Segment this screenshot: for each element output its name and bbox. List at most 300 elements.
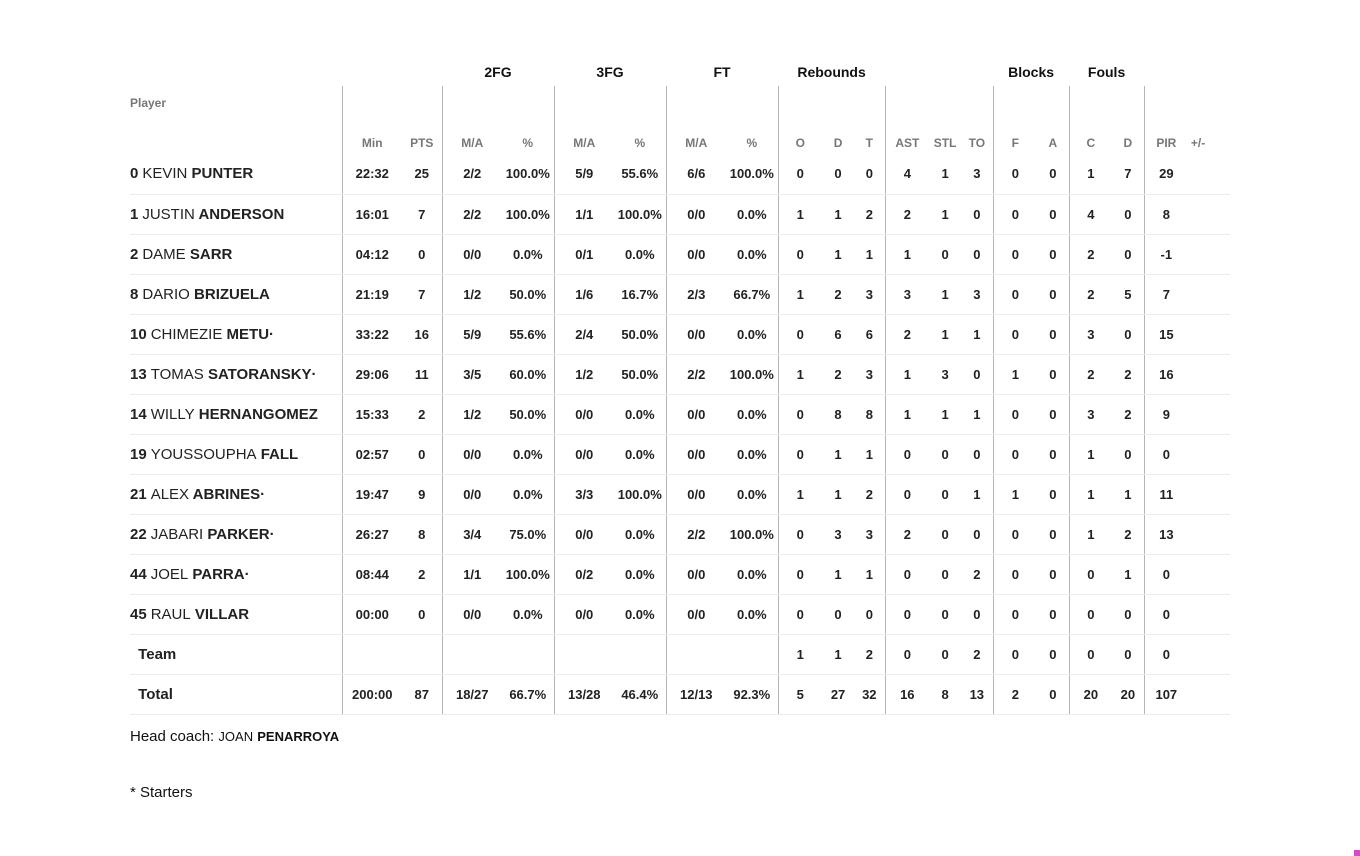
stat-pm <box>1188 594 1208 634</box>
stat-o: 1 <box>778 274 822 314</box>
stat-ba: 0 <box>1037 594 1069 634</box>
col-ast: AST <box>885 86 929 154</box>
stat-fg3-pct: 0.0% <box>614 594 666 634</box>
stat-to: 3 <box>961 154 993 194</box>
stat-fd: 1 <box>1112 554 1144 594</box>
player-cell <box>130 594 342 634</box>
player-first-name: TOMAS <box>150 365 204 383</box>
corner-mark <box>1354 850 1360 856</box>
stat-ft-ma: 0/0 <box>666 554 726 594</box>
stat-fd: 1 <box>1112 474 1144 514</box>
stat-ast: 0 <box>885 474 929 514</box>
stat-ft-ma: 0/0 <box>666 434 726 474</box>
stat-fg3-ma: 0/0 <box>554 434 614 474</box>
head-coach-first-name: JOAN <box>218 729 254 744</box>
player-last-name: SATORANSKY· <box>207 365 317 383</box>
stat-fg2-pct: 0.0% <box>502 434 554 474</box>
stat-d: 1 <box>822 434 854 474</box>
stat-fd: 0 <box>1112 434 1144 474</box>
player-number: 22 <box>130 525 147 543</box>
player-cell <box>130 234 342 274</box>
stat-ba: 0 <box>1037 474 1069 514</box>
player-first-name: DARIO <box>142 285 190 303</box>
stat-to: 1 <box>961 314 993 354</box>
player-number: 13 <box>130 365 147 383</box>
stat-fg3-ma: 13/28 <box>554 674 614 714</box>
player-first-name: DAME <box>142 245 186 263</box>
stat-fc: 1 <box>1069 154 1112 194</box>
player-number: 8 <box>130 285 139 303</box>
player-first-name: JOEL <box>150 565 189 583</box>
stat-t: 1 <box>854 434 885 474</box>
stat-fc: 2 <box>1069 354 1112 394</box>
row-spacer <box>1208 314 1230 354</box>
stat-ast: 2 <box>885 194 929 234</box>
stat-fd: 0 <box>1112 194 1144 234</box>
stat-fc: 3 <box>1069 394 1112 434</box>
stat-fg3-ma: 0/1 <box>554 234 614 274</box>
stat-fg2-ma: 3/5 <box>442 354 502 394</box>
stat-d: 1 <box>822 194 854 234</box>
boxscore <box>130 58 1230 715</box>
stat-stl: 0 <box>929 594 961 634</box>
player-last-name: PUNTER <box>191 165 254 183</box>
stat-to: 3 <box>961 274 993 314</box>
player-last-name: Total <box>138 685 173 703</box>
player-last-name: PARRA· <box>192 565 250 583</box>
stat-min: 19:47 <box>342 474 402 514</box>
stat-bf: 0 <box>993 634 1037 674</box>
table-row <box>130 674 1230 714</box>
player-last-name: HERNANGOMEZ <box>198 405 318 423</box>
stat-fg3-ma: 1/1 <box>554 194 614 234</box>
stat-ba: 0 <box>1037 234 1069 274</box>
stat-fc: 2 <box>1069 274 1112 314</box>
stat-ft-pct: 0.0% <box>726 594 778 634</box>
table-row <box>130 594 1230 634</box>
player-cell <box>130 434 342 474</box>
stat-min: 08:44 <box>342 554 402 594</box>
player-rows <box>130 154 1230 714</box>
player-last-name: PARKER· <box>207 525 275 543</box>
player-number: 45 <box>130 605 147 623</box>
table-row <box>130 154 1230 194</box>
col-reb-o: O <box>778 86 822 154</box>
col-2fg-ma: M/A <box>442 86 502 154</box>
stat-pts: 7 <box>402 194 442 234</box>
stat-ast: 3 <box>885 274 929 314</box>
stat-fg3-pct: 16.7% <box>614 274 666 314</box>
stat-d: 2 <box>822 354 854 394</box>
stat-o: 0 <box>778 314 822 354</box>
stat-fg2-pct: 60.0% <box>502 354 554 394</box>
player-cell <box>130 554 342 594</box>
col-2fg-pct: % <box>522 136 534 150</box>
table-row <box>130 474 1230 514</box>
stat-ast: 1 <box>885 394 929 434</box>
player-first-name: JUSTIN <box>142 205 195 223</box>
stat-fg3-ma: 1/2 <box>554 354 614 394</box>
col-player: Player <box>130 96 167 110</box>
stat-d: 6 <box>822 314 854 354</box>
stat-bf: 2 <box>993 674 1037 714</box>
stat-ft-ma: 0/0 <box>666 594 726 634</box>
stat-pts: 8 <box>402 514 442 554</box>
stat-ba: 0 <box>1037 634 1069 674</box>
player-last-name: BRIZUELA <box>194 285 270 303</box>
stat-fc: 4 <box>1069 194 1112 234</box>
stat-d: 1 <box>822 234 854 274</box>
stat-fg2-pct <box>502 634 554 674</box>
stat-fg3-pct: 100.0% <box>614 474 666 514</box>
stat-t: 2 <box>854 194 885 234</box>
stat-min: 04:12 <box>342 234 402 274</box>
col-3fg-ma: M/A <box>554 86 614 154</box>
stat-ft-ma: 2/3 <box>666 274 726 314</box>
column-header-row <box>130 86 1230 154</box>
stat-min: 00:00 <box>342 594 402 634</box>
stat-fd: 0 <box>1112 314 1144 354</box>
stat-stl: 0 <box>929 514 961 554</box>
stat-ba: 0 <box>1037 154 1069 194</box>
stat-stl: 0 <box>929 234 961 274</box>
stat-fg3-pct: 0.0% <box>614 234 666 274</box>
col-min: Min <box>342 86 402 154</box>
stat-fc: 3 <box>1069 314 1112 354</box>
stat-fg2-ma: 5/9 <box>442 314 502 354</box>
stat-pts: 7 <box>402 274 442 314</box>
stat-pm <box>1188 474 1208 514</box>
row-spacer <box>1208 594 1230 634</box>
head-coach <box>130 728 339 745</box>
stat-bf: 0 <box>993 514 1037 554</box>
stat-ast: 0 <box>885 594 929 634</box>
stat-pm <box>1188 194 1208 234</box>
stat-t: 3 <box>854 274 885 314</box>
stat-ft-pct: 100.0% <box>726 154 778 194</box>
stat-pir: 8 <box>1144 194 1188 234</box>
stat-ft-pct: 66.7% <box>726 274 778 314</box>
stat-pir: 15 <box>1144 314 1188 354</box>
stat-ft-pct <box>726 634 778 674</box>
stat-pm <box>1188 234 1208 274</box>
stat-d: 2 <box>822 274 854 314</box>
player-cell <box>130 274 342 314</box>
stat-fg3-pct <box>614 634 666 674</box>
player-last-name: VILLAR <box>194 605 250 623</box>
player-last-name: Team <box>138 645 177 663</box>
stat-pm <box>1188 394 1208 434</box>
stat-pir: 0 <box>1144 554 1188 594</box>
stat-bf: 0 <box>993 154 1037 194</box>
stat-fc: 1 <box>1069 474 1112 514</box>
player-first-name: ALEX <box>150 485 190 503</box>
stat-stl: 8 <box>929 674 961 714</box>
stat-fc: 1 <box>1069 514 1112 554</box>
stat-to: 0 <box>961 354 993 394</box>
stat-d: 1 <box>822 554 854 594</box>
stat-stl: 0 <box>929 474 961 514</box>
stat-fg2-ma: 0/0 <box>442 474 502 514</box>
stat-d: 0 <box>822 154 854 194</box>
table-row <box>130 314 1230 354</box>
player-last-name: METU· <box>226 325 275 343</box>
stat-ft-pct: 0.0% <box>726 434 778 474</box>
row-spacer <box>1208 194 1230 234</box>
row-spacer <box>1208 434 1230 474</box>
stat-d: 0 <box>822 594 854 634</box>
stat-ft-ma: 0/0 <box>666 194 726 234</box>
table-row <box>130 514 1230 554</box>
stat-fc: 0 <box>1069 634 1112 674</box>
stat-ast: 0 <box>885 434 929 474</box>
stat-pm <box>1188 554 1208 594</box>
row-spacer <box>1208 234 1230 274</box>
stat-o: 0 <box>778 594 822 634</box>
stat-fd: 0 <box>1112 594 1144 634</box>
stat-o: 0 <box>778 154 822 194</box>
stat-o: 1 <box>778 354 822 394</box>
player-cell <box>130 474 342 514</box>
stat-pm <box>1188 154 1208 194</box>
stat-min <box>342 634 402 674</box>
stat-min: 33:22 <box>342 314 402 354</box>
stat-ast: 4 <box>885 154 929 194</box>
stat-fd: 0 <box>1112 234 1144 274</box>
stat-to: 0 <box>961 594 993 634</box>
col-blk-f: F <box>993 86 1037 154</box>
player-first-name: RAUL <box>150 605 191 623</box>
stat-pir: 11 <box>1144 474 1188 514</box>
stat-ft-pct: 0.0% <box>726 474 778 514</box>
stat-fg3-ma: 1/6 <box>554 274 614 314</box>
stat-t: 8 <box>854 394 885 434</box>
stat-fg3-pct: 0.0% <box>614 434 666 474</box>
stat-ft-ma <box>666 634 726 674</box>
stat-bf: 0 <box>993 274 1037 314</box>
col-foul-d: D <box>1123 136 1133 150</box>
stat-fg2-ma: 3/4 <box>442 514 502 554</box>
stat-pir: 29 <box>1144 154 1188 194</box>
starters-note: * Starters <box>130 784 193 801</box>
stat-fg2-pct: 100.0% <box>502 194 554 234</box>
stat-ft-pct: 0.0% <box>726 194 778 234</box>
stat-to: 13 <box>961 674 993 714</box>
stat-ft-ma: 2/2 <box>666 514 726 554</box>
stat-d: 3 <box>822 514 854 554</box>
player-number: 44 <box>130 565 147 583</box>
stat-o: 5 <box>778 674 822 714</box>
stat-o: 1 <box>778 634 822 674</box>
stat-pir: -1 <box>1144 234 1188 274</box>
stat-o: 0 <box>778 394 822 434</box>
stat-fg3-pct: 50.0% <box>614 314 666 354</box>
stat-min: 29:06 <box>342 354 402 394</box>
row-spacer <box>1208 154 1230 194</box>
stat-d: 1 <box>822 474 854 514</box>
stat-to: 1 <box>961 394 993 434</box>
player-number: 1 <box>130 205 139 223</box>
stat-pm <box>1188 314 1208 354</box>
stat-ft-ma: 12/13 <box>666 674 726 714</box>
stat-fg2-pct: 0.0% <box>502 234 554 274</box>
stat-pts: 87 <box>402 674 442 714</box>
player-last-name: ABRINES· <box>192 485 266 503</box>
stat-ba: 0 <box>1037 674 1069 714</box>
player-number: 0 <box>130 165 139 183</box>
stat-ast: 2 <box>885 514 929 554</box>
player-number: 10 <box>130 325 147 343</box>
col-reb-d: D <box>833 136 843 150</box>
stat-fg3-pct: 100.0% <box>614 194 666 234</box>
stat-stl: 1 <box>929 274 961 314</box>
stat-pts: 0 <box>402 594 442 634</box>
row-spacer <box>1208 394 1230 434</box>
col-blk-a: A <box>1048 136 1058 150</box>
stat-bf: 0 <box>993 594 1037 634</box>
stat-pir: 107 <box>1144 674 1188 714</box>
stat-fg2-ma: 1/1 <box>442 554 502 594</box>
stat-fc: 20 <box>1069 674 1112 714</box>
stat-ba: 0 <box>1037 314 1069 354</box>
row-spacer <box>1208 554 1230 594</box>
stat-min: 15:33 <box>342 394 402 434</box>
stat-o: 0 <box>778 554 822 594</box>
stat-t: 3 <box>854 354 885 394</box>
player-first-name: CHIMEZIE <box>150 325 223 343</box>
stat-d: 27 <box>822 674 854 714</box>
stat-ast: 0 <box>885 634 929 674</box>
col-ft-ma: M/A <box>666 86 726 154</box>
stat-pts: 16 <box>402 314 442 354</box>
player-cell <box>130 314 342 354</box>
stat-ast: 16 <box>885 674 929 714</box>
stat-ba: 0 <box>1037 514 1069 554</box>
stat-fg2-ma: 2/2 <box>442 154 502 194</box>
row-spacer <box>1208 354 1230 394</box>
group-header-row <box>130 58 1230 86</box>
stat-fd: 20 <box>1112 674 1144 714</box>
stat-ba: 0 <box>1037 394 1069 434</box>
stat-min: 02:57 <box>342 434 402 474</box>
stat-ft-pct: 0.0% <box>726 314 778 354</box>
stat-ft-pct: 100.0% <box>726 354 778 394</box>
stat-to: 0 <box>961 434 993 474</box>
col-3fg-pct: % <box>634 136 646 150</box>
stat-min: 16:01 <box>342 194 402 234</box>
stat-fg2-ma <box>442 634 502 674</box>
stat-ba: 0 <box>1037 554 1069 594</box>
stat-pm <box>1188 634 1208 674</box>
player-first-name: JABARI <box>150 525 204 543</box>
stat-fd: 2 <box>1112 394 1144 434</box>
stat-stl: 1 <box>929 154 961 194</box>
stat-stl: 0 <box>929 434 961 474</box>
group-fouls: Fouls <box>1087 64 1126 80</box>
stat-fg2-pct: 66.7% <box>502 674 554 714</box>
stat-ft-ma: 0/0 <box>666 394 726 434</box>
player-number: 21 <box>130 485 147 503</box>
stat-ft-ma: 0/0 <box>666 234 726 274</box>
stat-t: 0 <box>854 594 885 634</box>
stat-fg2-ma: 1/2 <box>442 274 502 314</box>
stat-fg3-ma: 0/0 <box>554 514 614 554</box>
stat-pir: 16 <box>1144 354 1188 394</box>
stat-stl: 1 <box>929 314 961 354</box>
stat-min: 21:19 <box>342 274 402 314</box>
stat-fg3-pct: 50.0% <box>614 354 666 394</box>
stat-ba: 0 <box>1037 354 1069 394</box>
group-3fg: 3FG <box>596 64 624 80</box>
stat-ft-ma: 6/6 <box>666 154 726 194</box>
player-cell <box>130 154 342 194</box>
stat-t: 3 <box>854 514 885 554</box>
stat-fg3-pct: 0.0% <box>614 554 666 594</box>
stat-fg3-ma: 5/9 <box>554 154 614 194</box>
stat-t: 1 <box>854 234 885 274</box>
stat-fg2-pct: 75.0% <box>502 514 554 554</box>
stat-pir: 0 <box>1144 594 1188 634</box>
stat-pm <box>1188 674 1208 714</box>
stat-pts <box>402 634 442 674</box>
player-number: 2 <box>130 245 139 263</box>
player-last-name: FALL <box>260 445 299 463</box>
group-rebounds: Rebounds <box>797 64 866 80</box>
stat-bf: 0 <box>993 394 1037 434</box>
col-plus-minus: +/- <box>1190 136 1206 150</box>
stat-pm <box>1188 514 1208 554</box>
stat-ba: 0 <box>1037 434 1069 474</box>
stat-to: 0 <box>961 514 993 554</box>
stat-ast: 2 <box>885 314 929 354</box>
player-cell <box>130 514 342 554</box>
stat-bf: 1 <box>993 354 1037 394</box>
stat-ft-pct: 92.3% <box>726 674 778 714</box>
stat-fg2-pct: 0.0% <box>502 474 554 514</box>
stat-bf: 0 <box>993 314 1037 354</box>
stat-fd: 0 <box>1112 634 1144 674</box>
stat-fg3-ma: 0/0 <box>554 594 614 634</box>
group-ft: FT <box>713 64 731 80</box>
stat-fg2-pct: 50.0% <box>502 274 554 314</box>
stat-bf: 0 <box>993 234 1037 274</box>
stat-pts: 0 <box>402 434 442 474</box>
stat-fc: 0 <box>1069 594 1112 634</box>
stat-pts: 2 <box>402 394 442 434</box>
group-blocks: Blocks <box>1008 64 1055 80</box>
row-spacer <box>1208 674 1230 714</box>
stat-pts: 9 <box>402 474 442 514</box>
table-row <box>130 434 1230 474</box>
stat-o: 0 <box>778 234 822 274</box>
stat-stl: 1 <box>929 194 961 234</box>
stat-fd: 7 <box>1112 154 1144 194</box>
stat-fg3-pct: 46.4% <box>614 674 666 714</box>
stat-pir: 9 <box>1144 394 1188 434</box>
stat-fg3-ma: 0/2 <box>554 554 614 594</box>
col-ft-pct: % <box>746 136 758 150</box>
stat-pts: 2 <box>402 554 442 594</box>
player-number: 14 <box>130 405 147 423</box>
col-reb-t: T <box>865 136 873 150</box>
stat-d: 8 <box>822 394 854 434</box>
stat-fg3-ma: 0/0 <box>554 394 614 434</box>
col-to: TO <box>968 136 986 150</box>
stat-d: 1 <box>822 634 854 674</box>
stat-pts: 25 <box>402 154 442 194</box>
player-last-name: SARR <box>189 245 233 263</box>
stat-ft-ma: 0/0 <box>666 314 726 354</box>
